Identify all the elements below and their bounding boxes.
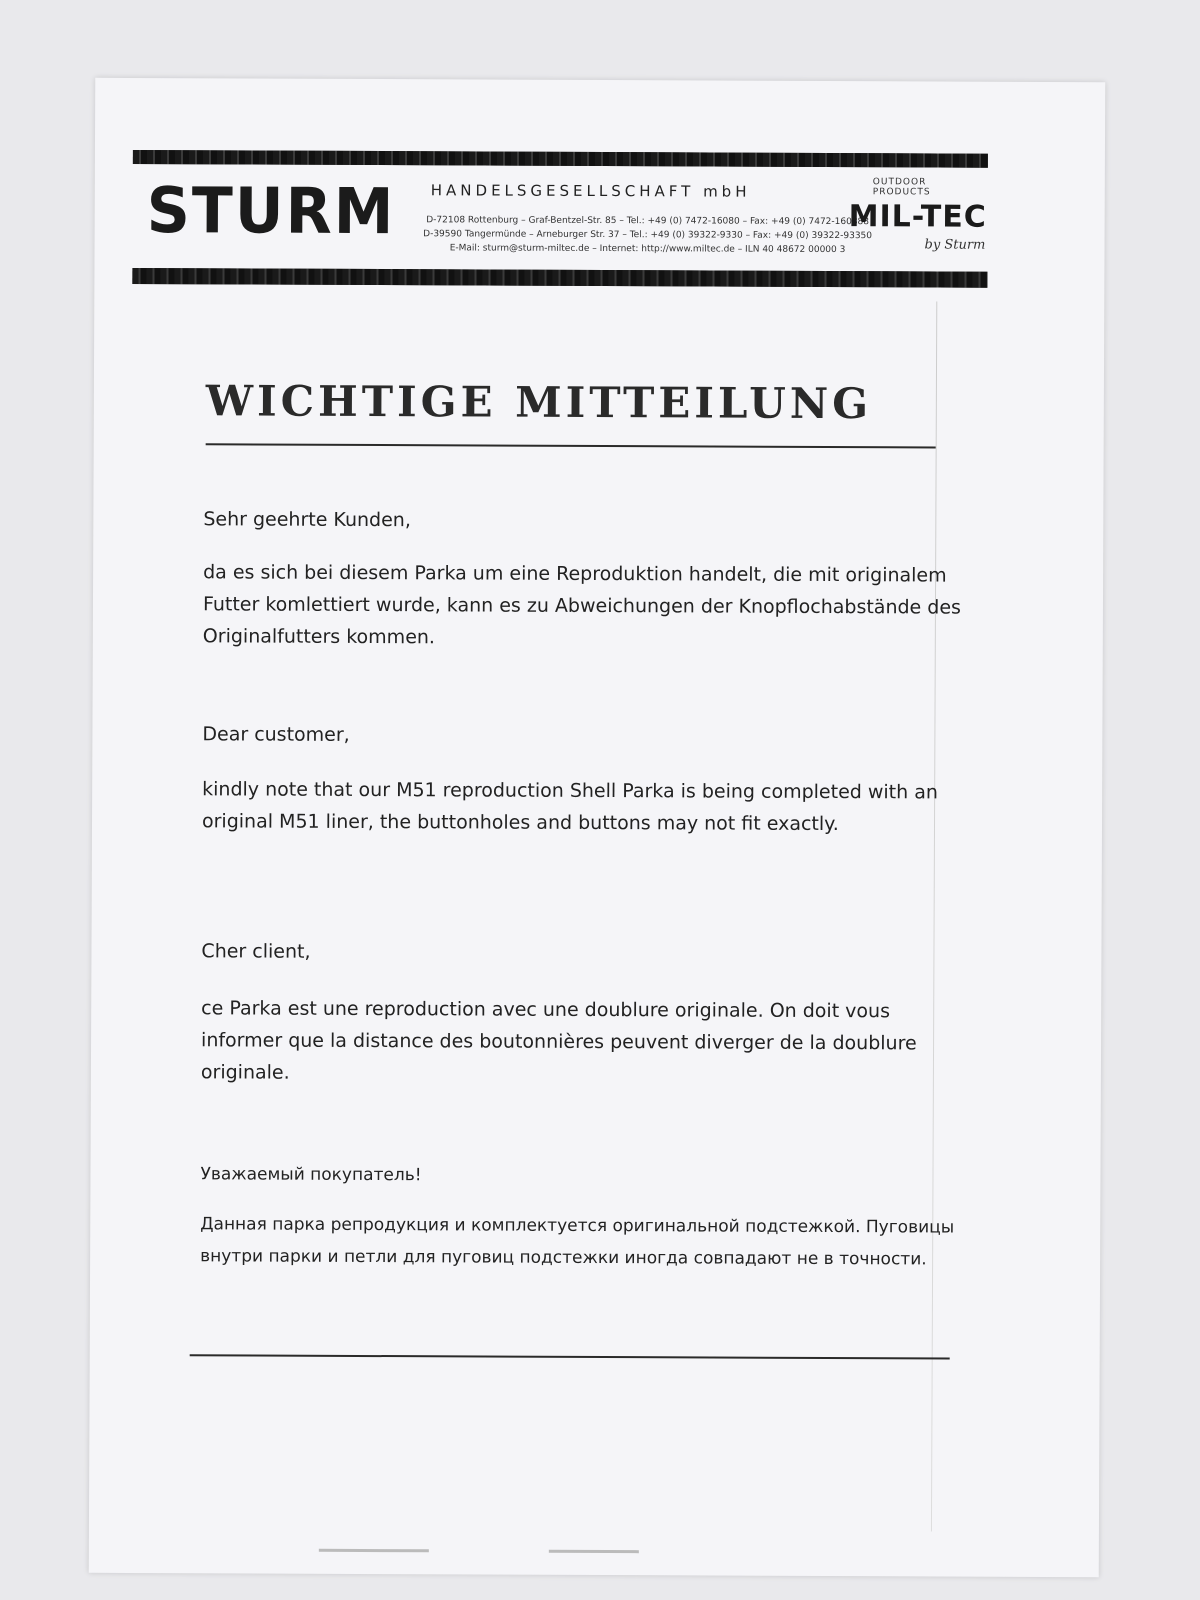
- brand-tagline: OUTDOOR PRODUCTS: [872, 177, 931, 198]
- german-body: da es sich bei diesem Parka um eine Reproduktion handelt, die mit originalem Futter komlettiert wurde, kann es zu Abweichungen der Knopflochabstände des Originalfutters kommen.: [202, 561, 962, 649]
- russian-body: Данная парка репродукция и комплектуется оригинальной подстежкой. Пуговицы внутри парки и петли для пуговиц подстежки иногда совпадают не в точности.: [200, 1214, 955, 1270]
- french-body: ce Parka est une reproduction avec une doublure originale. On doit vous informer que la distance des boutonnières peuvent diverger de la doublure originale.: [200, 997, 917, 1084]
- sturm-logo: STURM: [146, 174, 396, 249]
- scan-edge-line: [931, 301, 937, 1531]
- address-line-1: D-72108 Rottenburg – Graf-Bentzel-Str. 85 – Tel.: +49 (0) 7472-16080 – Fax: +49 (0) 7472-160888: [426, 215, 870, 228]
- bottom-rule: [190, 1354, 950, 1359]
- german-salutation: Sehr geehrte Kunden,: [203, 508, 411, 532]
- title-underline: [206, 443, 936, 448]
- company-name: HANDELSGESELLSCHAFT mbH: [430, 181, 751, 201]
- russian-salutation: Уважаемый покупатель!: [200, 1164, 422, 1186]
- brand-subline: by Sturm: [924, 237, 986, 253]
- letterhead-bottom-bar: [132, 268, 987, 288]
- footer-ghost-mark: [319, 1549, 429, 1552]
- english-salutation: Dear customer,: [202, 723, 350, 746]
- notice-title: WICHTIGE MITTEILUNG: [205, 376, 873, 429]
- address-line-3: E-Mail: sturm@sturm-miltec.de – Internet: http://www.miltec.de – ILN 40 48672 00000 3: [449, 243, 846, 256]
- english-body: kindly note that our M51 reproduction Shell Parka is being completed with an original M51 liner, the buttonholes and buttons may not fit exactly.: [201, 778, 938, 836]
- miltec-logo: MIL-TEC: [848, 199, 987, 235]
- address-line-2: D-39590 Tangermünde – Arneburger Str. 37 – Tel.: +49 (0) 39322-9330 – Fax: +49 (0) 39322-93350: [423, 229, 873, 242]
- letterhead: [132, 150, 988, 294]
- notice-sheet: [89, 78, 1106, 1577]
- footer-ghost-mark: [549, 1550, 639, 1553]
- french-salutation: Cher client,: [201, 940, 311, 963]
- company-address: [422, 213, 872, 257]
- letterhead-top-bar: [133, 150, 988, 168]
